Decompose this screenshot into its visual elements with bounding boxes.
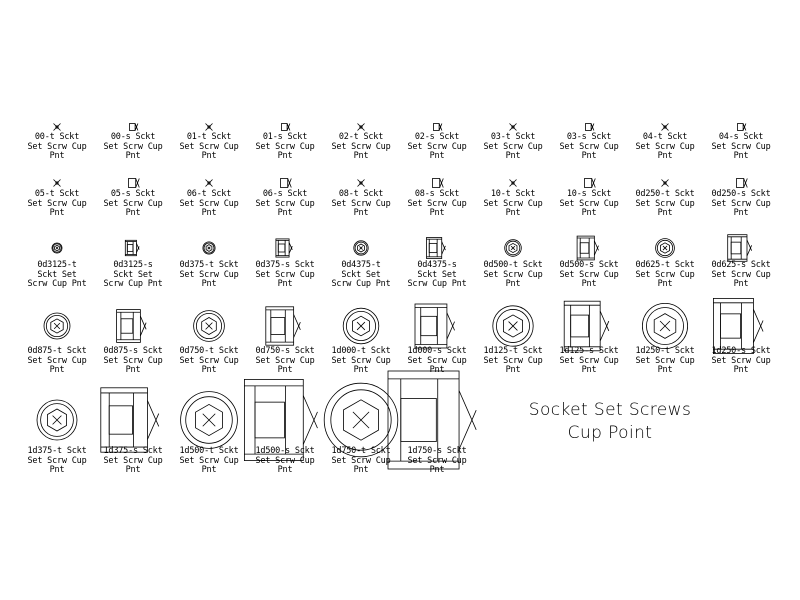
symbol-label: 0d375-s Sckt Set Scrw Cup Pnt: [255, 260, 315, 290]
screw-top-view-symbol: [194, 311, 225, 342]
symbol-label: 01-s Sckt Set Scrw Cup Pnt: [255, 132, 315, 162]
screw-top-view-symbol: [354, 241, 368, 255]
screw-top-view-symbol: [206, 124, 213, 131]
symbol-label: 1d375-s Sckt Set Scrw Cup Pnt: [103, 446, 163, 476]
screw-side-view-symbol: [586, 124, 594, 131]
symbol-label: 0d3125-s Sckt Set Scrw Cup Pnt: [103, 260, 163, 290]
symbol-label: 03-t Sckt Set Scrw Cup Pnt: [483, 132, 543, 162]
screw-top-view-symbol: [44, 313, 70, 339]
symbol-label: 0d375-t Sckt Set Scrw Cup Pnt: [179, 260, 239, 290]
screw-top-view-symbol: [54, 180, 61, 187]
symbol-label: 02-t Sckt Set Scrw Cup Pnt: [331, 132, 391, 162]
symbol-label: 0d250-s Sckt Set Scrw Cup Pnt: [711, 189, 771, 219]
screw-side-view-symbol: [129, 179, 140, 188]
symbol-label: 0d500-t Sckt Set Scrw Cup Pnt: [483, 260, 543, 290]
symbol-label: 1d000-t Sckt Set Scrw Cup Pnt: [331, 346, 391, 376]
screw-top-view-symbol: [662, 180, 669, 187]
screw-top-view-symbol: [203, 242, 215, 254]
screw-top-view-symbol: [52, 243, 62, 253]
symbol-label: 1d500-t Sckt Set Scrw Cup Pnt: [179, 446, 239, 476]
screw-top-view-symbol: [54, 124, 61, 131]
symbol-label: 0d750-t Sckt Set Scrw Cup Pnt: [179, 346, 239, 376]
screw-side-view-symbol: [728, 235, 752, 262]
symbol-label: 06-s Sckt Set Scrw Cup Pnt: [255, 189, 315, 219]
screw-side-view-symbol: [117, 310, 147, 343]
symbol-label: 0d625-t Sckt Set Scrw Cup Pnt: [635, 260, 695, 290]
screw-side-view-symbol: [281, 179, 292, 188]
screw-top-view-symbol: [343, 308, 379, 344]
symbol-label: 0d875-s Sckt Set Scrw Cup Pnt: [103, 346, 163, 376]
symbol-label: 01-t Sckt Set Scrw Cup Pnt: [179, 132, 239, 162]
symbol-label: 04-s Sckt Set Scrw Cup Pnt: [711, 132, 771, 162]
symbol-label: 00-s Sckt Set Scrw Cup Pnt: [103, 132, 163, 162]
screw-side-view-symbol: [282, 124, 290, 131]
symbol-label: 10-s Sckt Set Scrw Cup Pnt: [559, 189, 619, 219]
screw-top-view-symbol: [510, 180, 517, 187]
symbol-label: 00-t Sckt Set Scrw Cup Pnt: [27, 132, 87, 162]
screw-side-view-symbol: [427, 238, 446, 259]
sheet-title: Socket Set Screws Cup Point: [528, 400, 692, 443]
screw-side-view-symbol: [276, 239, 292, 257]
symbol-label: 0d625-s Sckt Set Scrw Cup Pnt: [711, 260, 771, 290]
symbol-label: 03-s Sckt Set Scrw Cup Pnt: [559, 132, 619, 162]
symbol-label: 08-t Sckt Set Scrw Cup Pnt: [331, 189, 391, 219]
screw-top-view-symbol: [181, 392, 238, 449]
screw-side-view-symbol: [433, 179, 444, 188]
screw-side-view-symbol: [585, 179, 596, 188]
symbol-label: 0d500-s Sckt Set Scrw Cup Pnt: [559, 260, 619, 290]
symbol-label: 1d250-s Sckt Set Scrw Cup Pnt: [711, 346, 771, 376]
symbol-label: 04-t Sckt Set Scrw Cup Pnt: [635, 132, 695, 162]
screw-side-view-symbol: [415, 304, 455, 348]
symbol-label: 0d875-t Sckt Set Scrw Cup Pnt: [27, 346, 87, 376]
screw-top-view-symbol: [656, 239, 675, 258]
screw-top-view-symbol: [642, 303, 687, 348]
symbol-label: 06-t Sckt Set Scrw Cup Pnt: [179, 189, 239, 219]
screw-top-view-symbol: [505, 240, 522, 257]
symbol-label: 1d000-s Sckt Set Scrw Cup Pnt: [407, 346, 467, 376]
screw-side-view-symbol: [577, 236, 598, 260]
screw-side-view-symbol: [130, 124, 138, 131]
screw-top-view-symbol: [662, 124, 669, 131]
screw-side-view-symbol: [266, 307, 301, 345]
symbol-label: 1d250-t Sckt Set Scrw Cup Pnt: [635, 346, 695, 376]
screw-top-view-symbol: [37, 400, 77, 440]
screw-top-view-symbol: [493, 306, 533, 346]
symbol-label: 1d750-t Sckt Set Scrw Cup Pnt: [331, 446, 391, 476]
symbol-label: 02-s Sckt Set Scrw Cup Pnt: [407, 132, 467, 162]
symbol-label: 0d4375-t Sckt Set Scrw Cup Pnt: [331, 260, 391, 290]
screw-side-view-symbol: [125, 240, 139, 255]
screw-top-view-symbol: [510, 124, 517, 131]
symbol-label: 05-s Sckt Set Scrw Cup Pnt: [103, 189, 163, 219]
symbol-label: 1d750-s Sckt Set Scrw Cup Pnt: [407, 446, 467, 476]
screw-top-view-symbol: [358, 180, 365, 187]
symbol-label: 10-t Sckt Set Scrw Cup Pnt: [483, 189, 543, 219]
screw-side-view-symbol: [101, 388, 159, 452]
screw-side-view-symbol: [737, 179, 748, 188]
screw-side-view-symbol: [738, 124, 746, 131]
symbol-label: 05-t Sckt Set Scrw Cup Pnt: [27, 189, 87, 219]
symbol-label: 0d4375-s Sckt Set Scrw Cup Pnt: [407, 260, 467, 290]
symbol-label: 0d750-s Sckt Set Scrw Cup Pnt: [255, 346, 315, 376]
symbol-label: 1d125-t Sckt Set Scrw Cup Pnt: [483, 346, 543, 376]
symbol-label: 0d3125-t Sckt Set Scrw Cup Pnt: [27, 260, 87, 290]
symbol-label: 1d375-t Sckt Set Scrw Cup Pnt: [27, 446, 87, 476]
screw-side-view-symbol: [434, 124, 442, 131]
screw-side-view-symbol: [564, 301, 609, 351]
screw-top-view-symbol: [206, 180, 213, 187]
symbol-label: 1d500-s Sckt Set Scrw Cup Pnt: [255, 446, 315, 476]
screw-top-view-symbol: [358, 124, 365, 131]
symbol-label: 0d250-t Sckt Set Scrw Cup Pnt: [635, 189, 695, 219]
symbol-label: 08-s Sckt Set Scrw Cup Pnt: [407, 189, 467, 219]
symbol-label: 1d125-s Sckt Set Scrw Cup Pnt: [559, 346, 619, 376]
